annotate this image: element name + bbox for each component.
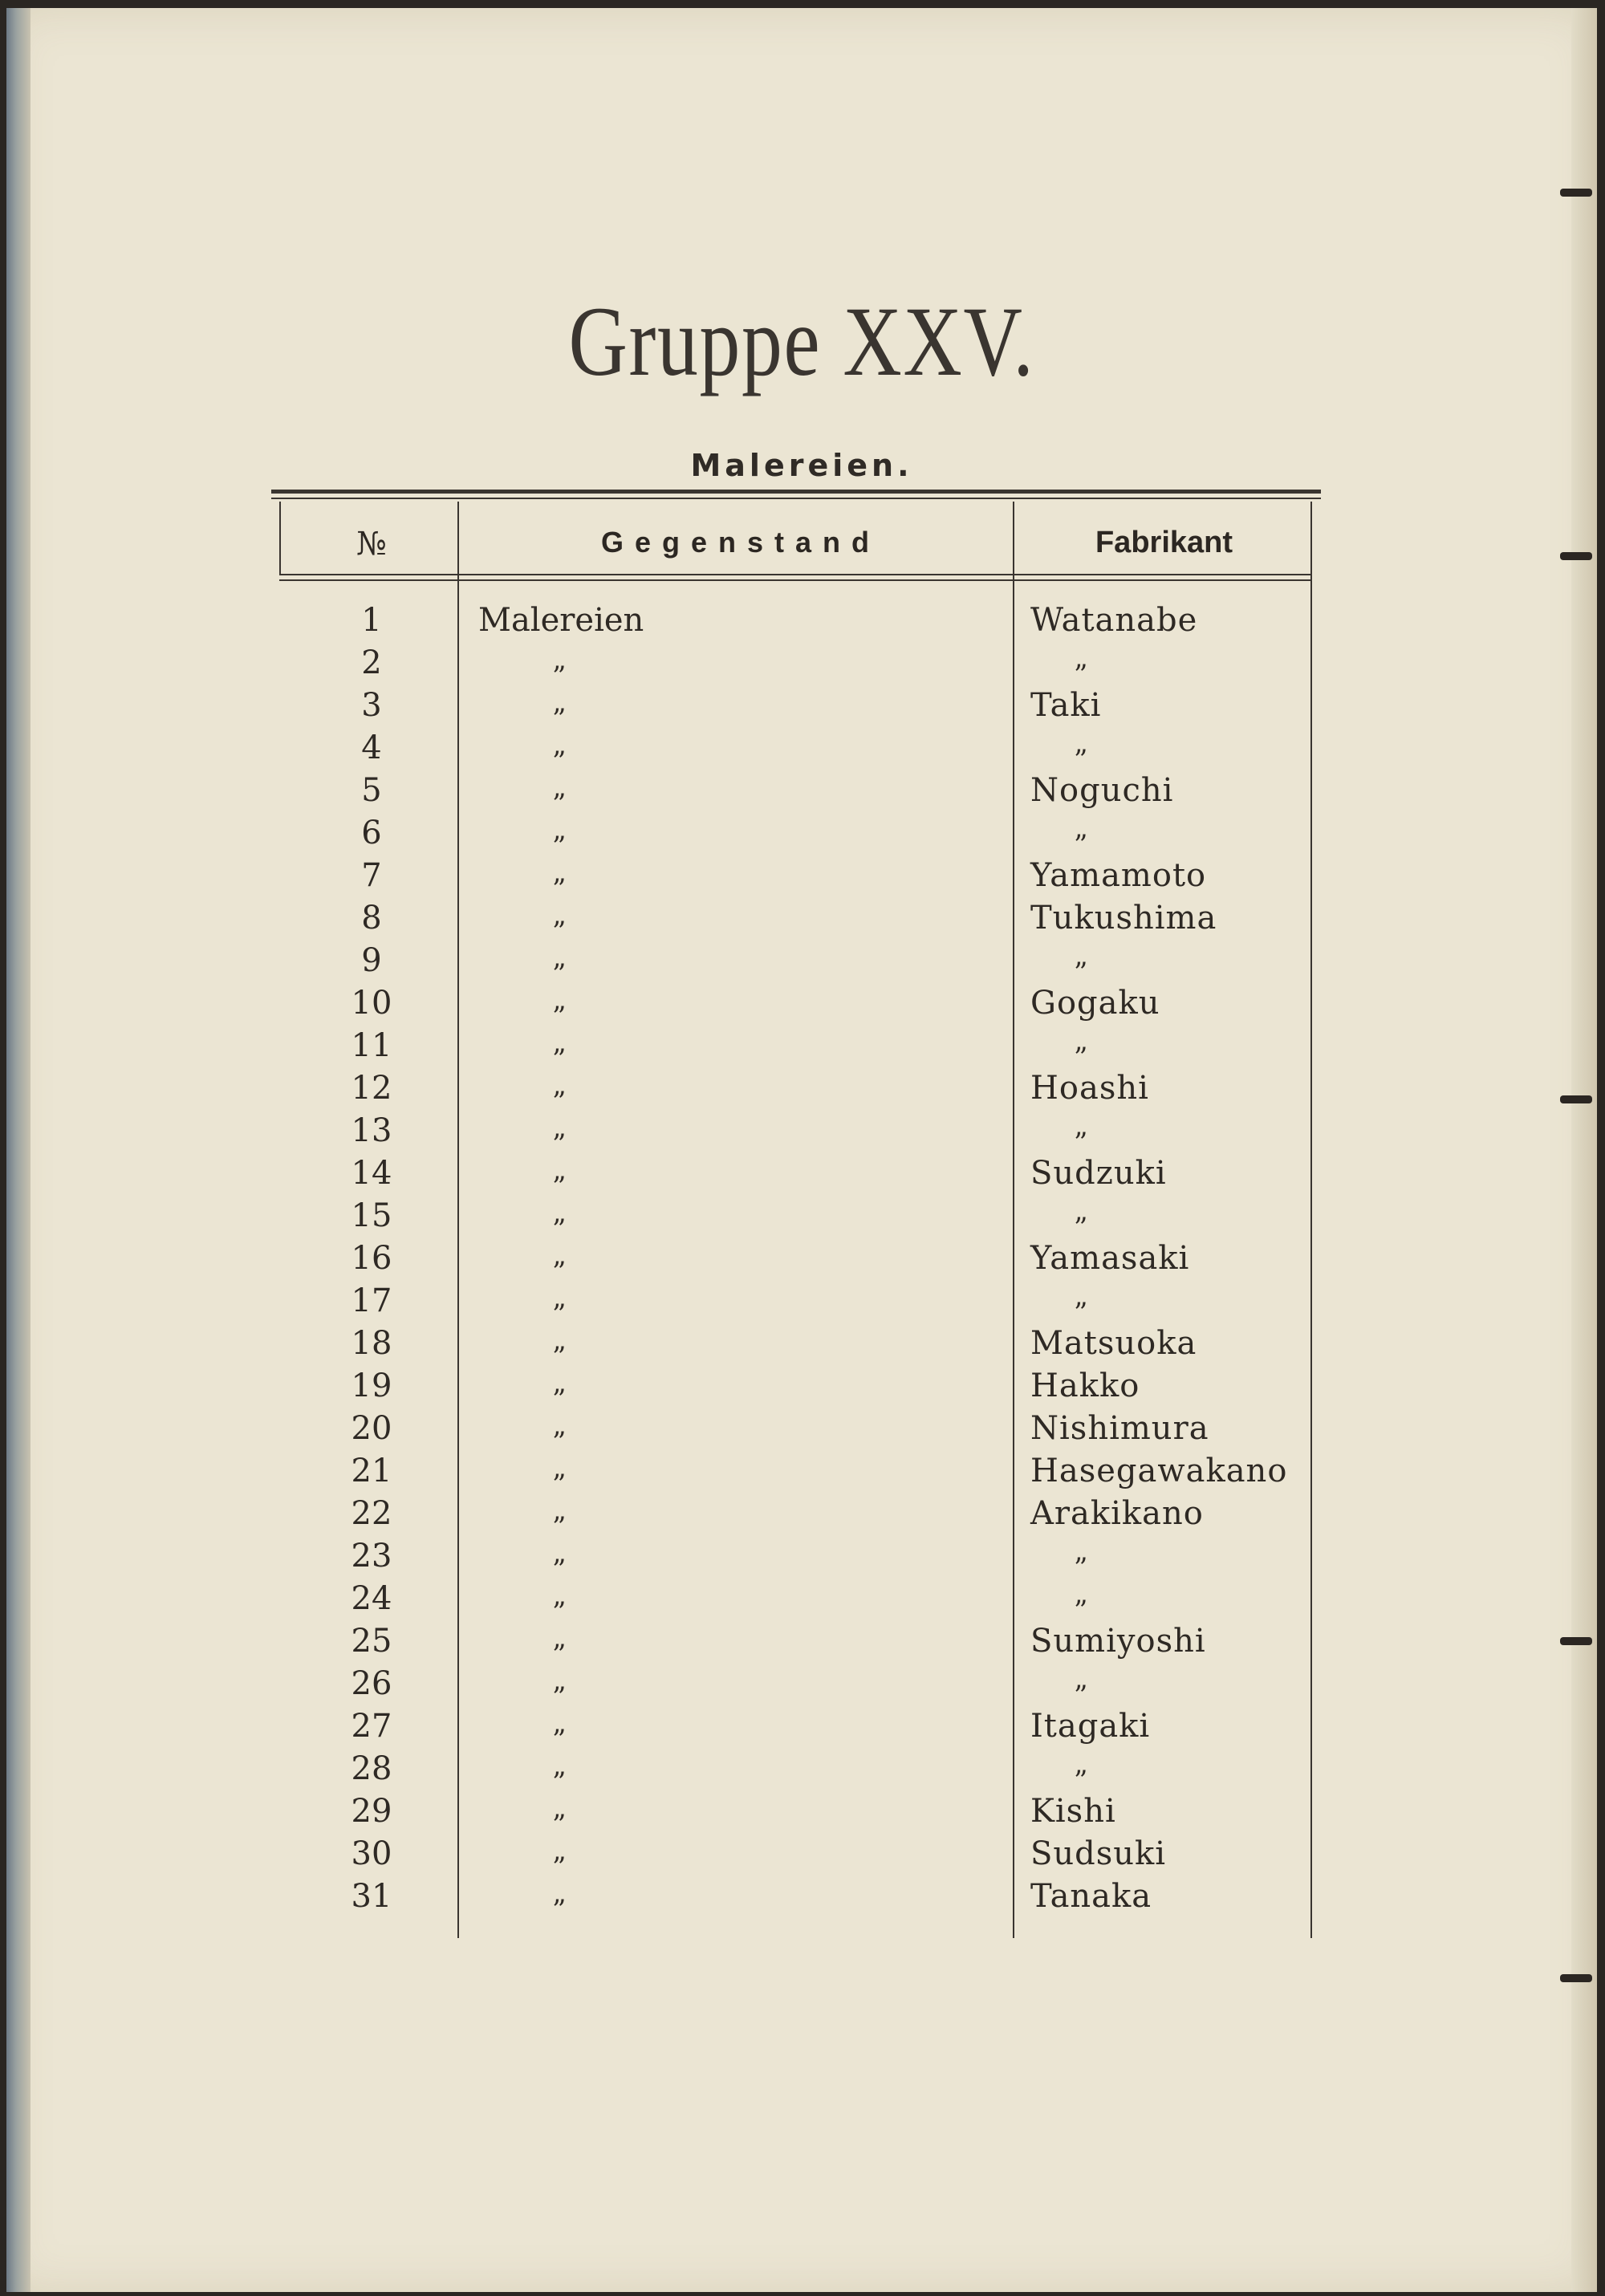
margin-mark	[1560, 189, 1592, 197]
table-top-rule-thin	[271, 498, 1321, 499]
row-maker: Kishi	[1030, 1793, 1116, 1830]
row-maker: Sudsuki	[1030, 1835, 1167, 1872]
row-maker: Sumiyoshi	[1030, 1623, 1206, 1660]
row-number: 24	[351, 1580, 392, 1617]
row-number: 20	[351, 1410, 392, 1447]
row-number: 2	[361, 644, 382, 681]
maker-ditto-mark: ”	[1074, 1212, 1088, 1244]
row-maker: Taki	[1030, 687, 1102, 724]
header-object: Gegenstand	[600, 526, 881, 559]
row-maker: Hoashi	[1030, 1070, 1149, 1107]
row-object: ”	[552, 1596, 567, 1628]
row-object: ”	[552, 1639, 567, 1671]
row-maker: Hakko	[1030, 1367, 1140, 1404]
row-number: 31	[351, 1878, 392, 1915]
row-maker: Hasegawakano	[1030, 1453, 1288, 1489]
row-number: 9	[361, 942, 382, 979]
table-row	[6, 900, 1597, 948]
row-maker: Yamasaki	[1030, 1240, 1190, 1277]
row-number: 27	[351, 1708, 392, 1745]
maker-ditto-mark: ”	[1074, 957, 1088, 989]
row-number: 17	[351, 1282, 392, 1319]
row-object: ”	[552, 1851, 567, 1884]
table-row	[6, 1070, 1597, 1118]
page-title: Gruppe XXV.	[568, 286, 1035, 396]
row-maker: Arakikano	[1030, 1495, 1204, 1532]
margin-mark	[1560, 552, 1592, 560]
row-object: ”	[552, 1511, 567, 1543]
row-maker: Watanabe	[1030, 602, 1198, 639]
table-row	[6, 985, 1597, 1033]
header-maker: Fabrikant	[1095, 526, 1233, 559]
row-maker: Tanaka	[1030, 1878, 1152, 1915]
maker-ditto-mark: ”	[1074, 829, 1088, 861]
row-object: ”	[552, 1128, 567, 1160]
table-row	[6, 1495, 1597, 1543]
row-object: Malereien	[478, 602, 644, 639]
header-bottom-rule-2	[279, 579, 1310, 581]
row-object: ”	[552, 916, 567, 948]
row-number: 18	[351, 1325, 392, 1362]
maker-ditto-mark: ”	[1074, 659, 1088, 691]
table-row	[6, 602, 1597, 644]
row-object: ”	[552, 1086, 567, 1118]
row-maker: Itagaki	[1030, 1708, 1151, 1745]
row-number: 16	[351, 1240, 392, 1277]
row-object: ”	[552, 1766, 567, 1798]
table-row	[6, 772, 1597, 820]
table-row	[6, 942, 1597, 990]
row-maker: Gogaku	[1030, 985, 1160, 1022]
row-object: ”	[552, 958, 567, 990]
row-object: ”	[552, 703, 567, 735]
row-maker: Nishimura	[1030, 1410, 1209, 1447]
row-number: 23	[351, 1538, 392, 1575]
row-number: 25	[351, 1623, 392, 1660]
row-number: 4	[361, 729, 382, 766]
row-object: ”	[552, 1724, 567, 1756]
maker-ditto-mark: ”	[1074, 1127, 1088, 1159]
row-object: ”	[552, 1001, 567, 1033]
maker-ditto-mark: ”	[1074, 1680, 1088, 1712]
row-number: 13	[351, 1112, 392, 1149]
row-number: 1	[361, 602, 382, 639]
table-row	[6, 1538, 1597, 1586]
row-number: 8	[361, 900, 382, 937]
row-number: 29	[351, 1793, 392, 1830]
row-number: 3	[361, 687, 382, 724]
row-object: ”	[552, 873, 567, 905]
row-maker: Matsuoka	[1030, 1325, 1197, 1362]
row-number: 12	[351, 1070, 392, 1107]
table-row	[6, 644, 1597, 693]
header-bottom-rule	[279, 574, 1310, 575]
row-object: ”	[552, 1426, 567, 1458]
margin-mark	[1560, 1974, 1592, 1982]
row-object: ”	[552, 1171, 567, 1203]
table-row	[6, 1112, 1597, 1160]
maker-ditto-mark: ”	[1074, 1765, 1088, 1797]
table-row	[6, 729, 1597, 778]
table-row	[6, 1580, 1597, 1628]
maker-ditto-mark: ”	[1074, 1552, 1088, 1584]
table-row	[6, 1240, 1597, 1288]
table-row	[6, 1325, 1597, 1373]
table-row	[6, 1410, 1597, 1458]
table-row	[6, 1623, 1597, 1671]
row-object: ”	[552, 1213, 567, 1246]
row-maker: Yamamoto	[1030, 857, 1207, 894]
table-row	[6, 1155, 1597, 1203]
row-object: ”	[552, 1681, 567, 1713]
table-row	[6, 1750, 1597, 1798]
row-object: ”	[552, 1043, 567, 1075]
table-row	[6, 1878, 1597, 1926]
row-object: ”	[552, 1256, 567, 1288]
row-maker: Sudzuki	[1030, 1155, 1167, 1192]
table-row	[6, 857, 1597, 905]
table-row	[6, 1282, 1597, 1331]
row-object: ”	[552, 746, 567, 778]
row-object: ”	[552, 660, 567, 693]
row-maker: Tukushima	[1030, 900, 1217, 937]
maker-ditto-mark: ”	[1074, 1595, 1088, 1627]
row-number: 30	[351, 1835, 392, 1872]
row-number: 14	[351, 1155, 392, 1192]
table-row	[6, 1835, 1597, 1884]
row-object: ”	[552, 1469, 567, 1501]
row-number: 15	[351, 1197, 392, 1234]
maker-ditto-mark: ”	[1074, 1042, 1088, 1074]
row-number: 28	[351, 1750, 392, 1787]
table-row	[6, 1708, 1597, 1756]
table-row	[6, 1793, 1597, 1841]
row-maker: Noguchi	[1030, 772, 1174, 809]
table-row	[6, 1453, 1597, 1501]
table-row	[6, 1665, 1597, 1713]
row-object: ”	[552, 1384, 567, 1416]
table-row	[6, 687, 1597, 735]
row-number: 26	[351, 1665, 392, 1702]
row-number: 11	[351, 1027, 392, 1064]
row-object: ”	[552, 788, 567, 820]
row-object: ”	[552, 1809, 567, 1841]
row-object: ”	[552, 1554, 567, 1586]
maker-ditto-mark: ”	[1074, 744, 1088, 776]
maker-ditto-mark: ”	[1074, 1297, 1088, 1329]
row-number: 6	[361, 815, 382, 851]
row-object: ”	[552, 831, 567, 863]
table-row	[6, 1367, 1597, 1416]
table-row	[6, 1027, 1597, 1075]
row-number: 21	[351, 1453, 392, 1489]
row-number: 7	[361, 857, 382, 894]
row-number: 10	[351, 985, 392, 1022]
row-number: 22	[351, 1495, 392, 1532]
book-page	[6, 8, 1597, 2292]
row-object: ”	[552, 1894, 567, 1926]
row-number: 19	[351, 1367, 392, 1404]
row-object: ”	[552, 1298, 567, 1331]
table-top-rule	[271, 490, 1321, 494]
table-row	[6, 815, 1597, 863]
table-row	[6, 1197, 1597, 1246]
section-subtitle: Malereien.	[690, 448, 913, 483]
row-object: ”	[552, 1341, 567, 1373]
row-number: 5	[361, 772, 382, 809]
header-number: №	[356, 526, 387, 563]
